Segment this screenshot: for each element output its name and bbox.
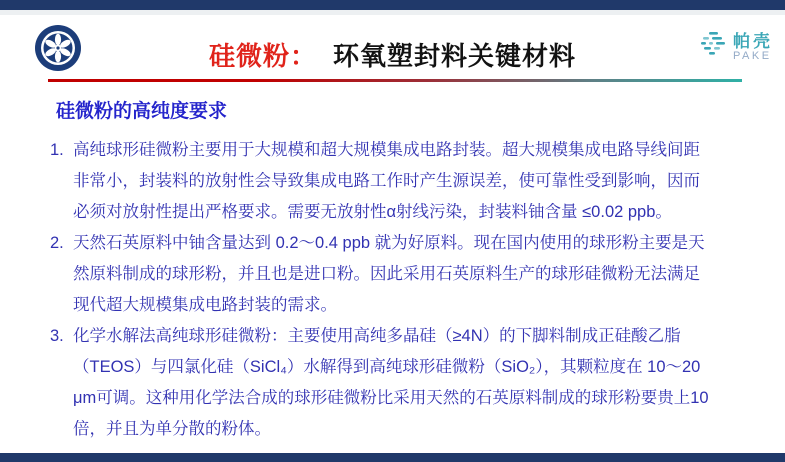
- list-item-line: 化学水解法高纯球形硅微粉：主要使用高纯多晶硅（≥4N）的下脚料制成正硅酸乙脂: [73, 327, 681, 345]
- list-item: [50, 321, 752, 445]
- pake-logo: [700, 30, 773, 65]
- list-item-line: （TEOS）与四氯化硅（SiCl₄）水解得到高纯球形硅微粉（SiO₂），其颗粒度在 10～20: [73, 358, 701, 376]
- requirements-list: [50, 135, 752, 445]
- list-item-line: 高纯球形硅微粉主要用于大规模和超大规模集成电路封装。超大规模集成电路导线间距: [73, 141, 700, 159]
- pake-logo-name: 帕壳: [733, 31, 773, 51]
- list-item-line: 倍，并且为单分散的粉体。: [73, 420, 271, 438]
- section-heading: 硅微粉的高纯度要求: [56, 101, 228, 122]
- slide-title-keyword: 硅微粉：: [208, 41, 317, 71]
- list-item-line: 非常小，封装料的放射性会导致集成电路工作时产生源误差，使可靠性受到影响，因而: [73, 172, 700, 190]
- slide-title-rest: 环氧塑封料关键材料: [333, 41, 577, 71]
- list-item-number: 3.: [50, 327, 64, 345]
- top-gray-strip: [0, 10, 785, 15]
- pake-globe-icon: [700, 30, 728, 65]
- list-item-line: 天然石英原料中铀含量达到 0.2～0.4 ppb 就为好原料。现在国内使用的球形粉主要是天: [73, 234, 705, 252]
- bottom-navy-band: [0, 453, 785, 462]
- top-navy-band: [0, 0, 785, 10]
- list-item: [50, 228, 752, 321]
- list-item-line: 然原料制成的球形粉，并且也是进口粉。因此采用石英原料生产的球形硅微粉无法满足: [73, 265, 700, 283]
- list-item-line: 必须对放射性提出严格要求。需要无放射性α射线污染，封装料铀含量 ≤0.02 ppb。: [73, 203, 672, 221]
- list-item-number: 2.: [50, 234, 64, 252]
- list-item: [50, 135, 752, 228]
- title-underline-gradient: [48, 79, 742, 82]
- list-item-number: 1.: [50, 141, 64, 159]
- slide-body: [50, 96, 752, 445]
- pake-logo-sub: PAKE: [733, 49, 772, 62]
- list-item-line: 现代超大规模集成电路封装的需求。: [73, 296, 337, 314]
- list-item-line: μm可调。这种用化学法合成的球形硅微粉比采用天然的石英原料制成的球形粉要贵上10: [73, 389, 709, 407]
- slide-title: [0, 36, 785, 73]
